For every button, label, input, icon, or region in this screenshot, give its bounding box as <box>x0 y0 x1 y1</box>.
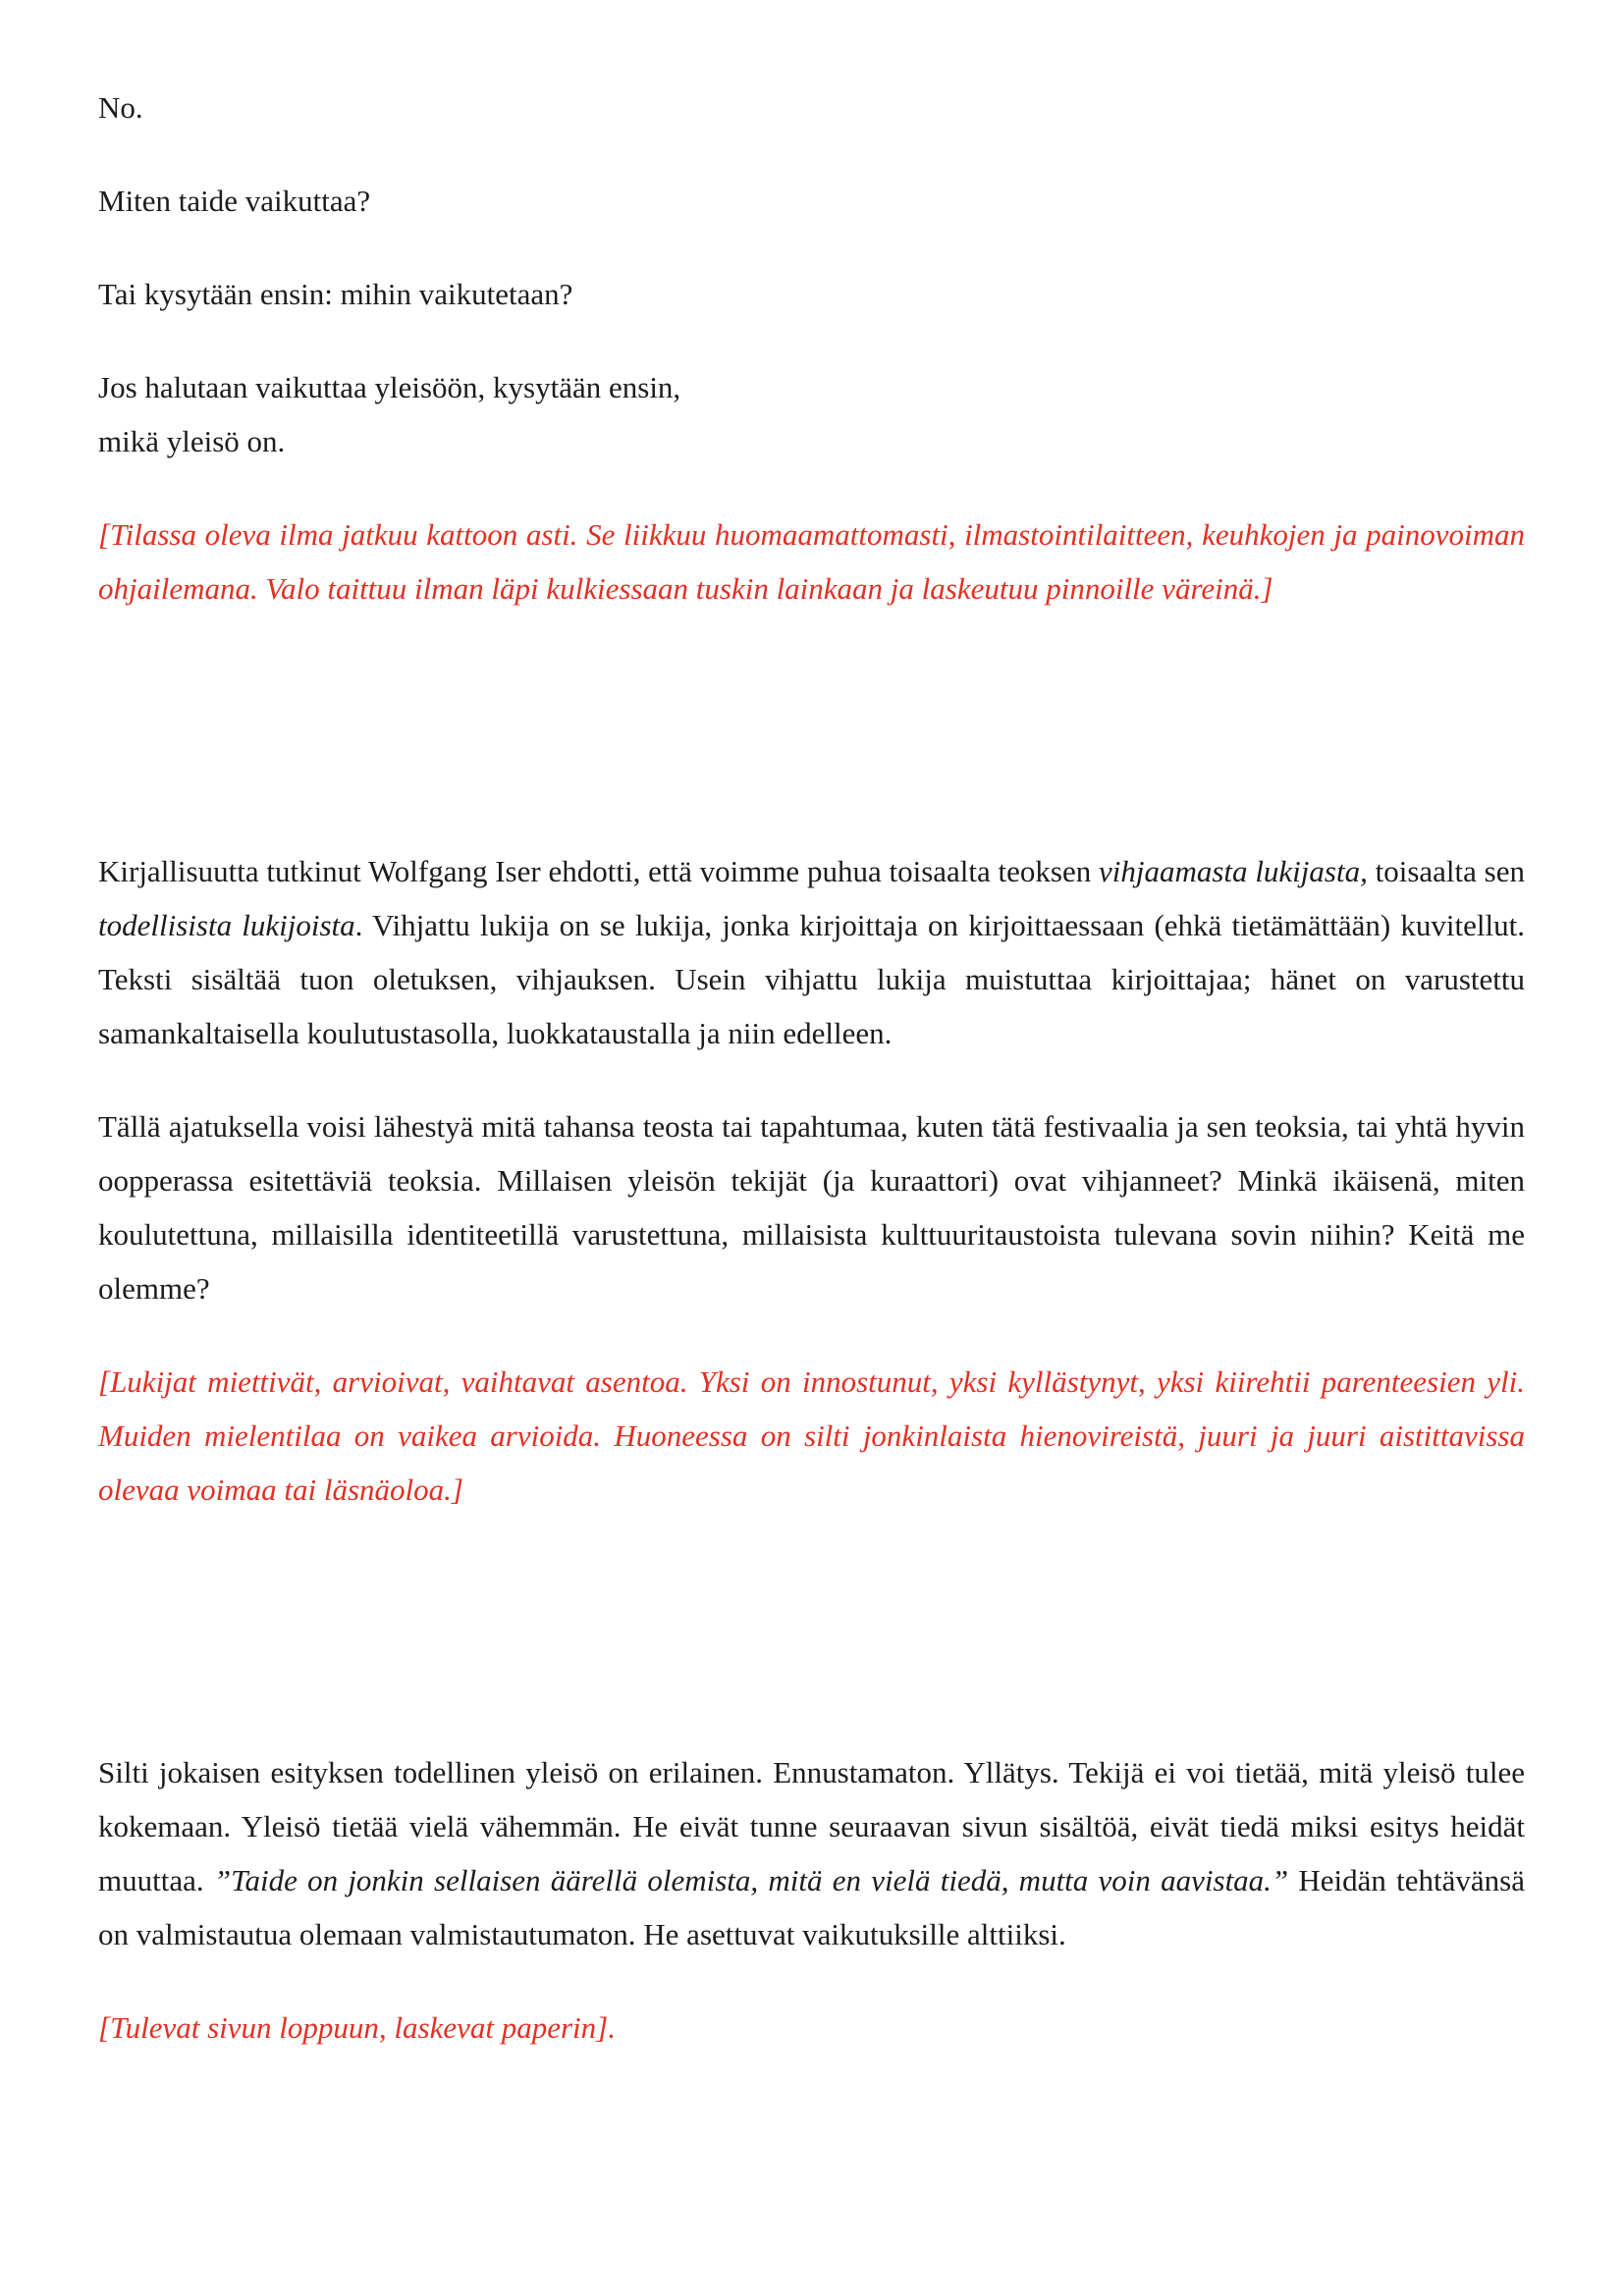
body-text: [Tulevat sivun loppuun, laskevat paperin]. <box>98 2010 616 2045</box>
stage-direction-2 <box>98 1355 1525 1517</box>
document-body <box>98 80 1525 2055</box>
stage-direction-1 <box>98 507 1525 615</box>
emphasized-text: vihjaamasta lukijasta, <box>1099 854 1368 888</box>
body-text: Tällä ajatuksella voisi lähestyä mitä tahansa teosta tai tapahtumaa, kuten tätä festivaalia ja sen teoksia, tai yhtä hyvin oopperassa esitettäviä teoksia. Millaisen yleisön tekijät (ja kuraattori) ovat vihjanneet? Minkä ikäisenä, miten koulutettuna, millaisilla identiteetillä varustettuna, millaisista kulttuuritaustoista tulevana sovin niihin? Keitä me olemme? <box>98 1109 1525 1306</box>
emphasized-text: ”Taide on jonkin sellaisen äärellä olemista, mitä en vielä tiedä, mutta voin aavistaa.” <box>213 1863 1289 1897</box>
paragraph-iser <box>98 844 1525 1060</box>
body-text: Heidän tehtävänsä on valmistautua olemaan valmistautumaton. He asettuvat vaikutuksille alttiiksi. <box>98 1863 1525 1951</box>
paragraph-no <box>98 80 1525 134</box>
body-text: Jos halutaan vaikuttaa yleisöön, kysytään ensin, <box>98 370 681 404</box>
paragraph-question-3 <box>98 360 1525 468</box>
body-text: Miten taide vaikuttaa? <box>98 184 371 218</box>
paragraph-question-2 <box>98 267 1525 321</box>
body-text: Silti jokaisen esityksen todellinen yleisö on erilainen. Ennustamaton. Yllätys. Tekijä ei voi tietää, mitä yleisö tulee kokemaan. Yleisö tietää vielä vähemmän. He eivät tunne seuraavan sivun sisältöä, eivät tiedä miksi esitys heidät muuttaa. <box>98 1755 1525 1897</box>
body-text: toisaalta sen <box>1367 854 1525 888</box>
body-text: Tai kysytään ensin: mihin vaikutetaan? <box>98 277 573 311</box>
paragraph-question-1 <box>98 174 1525 228</box>
body-text: [Lukijat miettivät, arvioivat, vaihtavat asentoa. Yksi on innostunut, yksi kyllästynyt, yksi kiirehtii parenteesien yli. Muiden mielentilaa on vaikea arvioida. Huoneessa on silti jonkinlaista hienovireistä, juuri ja juuri aistittavissa olevaa voimaa tai läsnäoloa.] <box>98 1364 1525 1507</box>
body-text: [Tilassa oleva ilma jatkuu kattoon asti. Se liikkuu huomaamattomasti, ilmastointilaitteen, keuhkojen ja painovoiman ohjailemana. Valo taittuu ilman läpi kulkiessaan tuskin lainkaan ja laskeutuu pinnoille väreinä.] <box>98 517 1525 606</box>
stage-direction-3 <box>98 2001 1525 2055</box>
emphasized-text: todellisista lukijoista <box>98 908 355 942</box>
paragraph-yleiso <box>98 1745 1525 1961</box>
body-text: . Vihjattu lukija on se lukija, jonka kirjoittaja on kirjoittaessaan (ehkä tietämättään) kuvitellut. Teksti sisältää tuon oletuksen, vihjauksen. Usein vihjattu lukija muistuttaa kirjoittajaa; hänet on varustettu samankaltaisella koulutustasolla, luokkataustalla ja niin edelleen. <box>98 908 1525 1050</box>
paragraph-festivaali <box>98 1099 1525 1315</box>
body-text: Kirjallisuutta tutkinut Wolfgang Iser ehdotti, että voimme puhua toisaalta teoksen <box>98 854 1099 888</box>
body-text: No. <box>98 90 143 125</box>
body-text: mikä yleisö on. <box>98 424 286 458</box>
